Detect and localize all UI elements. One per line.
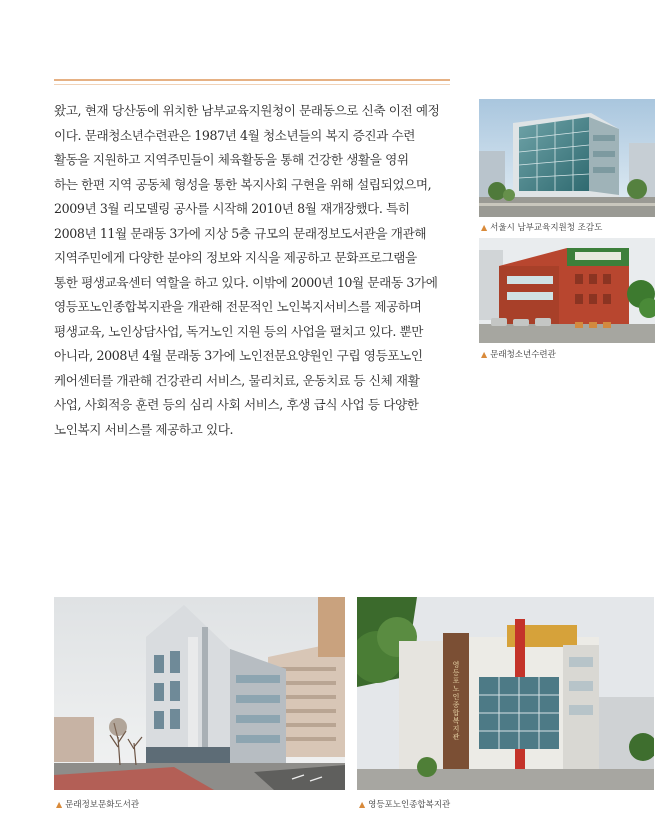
sign-text: 영등포노인종합복지관 [452, 661, 460, 741]
education-office-photo [479, 99, 655, 217]
senior-center-caption [359, 798, 450, 810]
header-rule-thin [54, 84, 450, 85]
senior-center-photo [357, 597, 654, 790]
body-line: 활동을 지원하고 지역주민들이 체육활동을 통해 건강한 생활을 영위 [54, 152, 409, 167]
library-photo [54, 597, 345, 790]
body-line: 지역주민에게 다양한 분야의 정보와 지식을 제공하고 문화프로그램을 [54, 250, 417, 265]
triangle-icon: ▲ [481, 350, 488, 359]
caption-text: 문래청소년수련관 [490, 350, 556, 360]
header-rule [54, 79, 450, 81]
body-line: 통한 평생교육센터 역할을 하고 있다. 이밖에 2000년 10월 문래동 3가에 [54, 274, 438, 290]
body-line: 2008년 11월 문래동 3가에 지상 5층 규모의 문래정보도서관을 개관해 [54, 225, 427, 241]
body-line: 왔고, 현재 당산동에 위치한 남부교육지원청이 문래동으로 신축 이전 예정 [54, 103, 440, 118]
body-line: 사업, 사회적응 훈련 등의 심리 사회 서비스, 후생 급식 사업 등 다양한 [54, 397, 419, 412]
body-line: 영등포노인종합복지관을 개관해 전문적인 노인복지서비스를 제공하며 [54, 299, 422, 314]
body-line: 아니라, 2008년 4월 문래동 3가에 노인전문요양원인 구립 영등포노인 [54, 348, 423, 363]
caption-text: 문래정보문화도서관 [65, 800, 140, 810]
library-caption [56, 798, 139, 810]
body-paragraph [54, 99, 452, 442]
triangle-icon: ▲ [359, 800, 366, 809]
body-line: 케어센터를 개관해 건강관리 서비스, 물리치료, 운동치료 등 신체 재활 [54, 372, 420, 388]
caption-text: 영등포노인종합복지관 [368, 800, 451, 810]
body-line: 하는 한편 지역 공동체 형성을 통한 복지사회 구현을 위해 설립되었으며, [54, 176, 432, 192]
body-line: 평생교육, 노인상담사업, 독거노인 지원 등의 사업을 펼치고 있다. 뿐만 [54, 323, 424, 339]
body-line: 2009년 3월 리모델링 공사를 시작해 2010년 8월 재개장했다. 특히 [54, 201, 410, 216]
body-line: 노인복지 서비스를 제공하고 있다. [54, 421, 234, 437]
caption-text: 서울시 남부교육지원청 조감도 [490, 223, 603, 233]
triangle-icon: ▲ [481, 223, 488, 232]
triangle-icon: ▲ [56, 800, 63, 809]
body-line: 이다. 문래청소년수련관은 1987년 4월 청소년들의 복지 증진과 수련 [54, 127, 416, 143]
youth-center-caption [481, 348, 556, 360]
education-office-caption [481, 221, 602, 233]
youth-center-photo [479, 238, 655, 343]
